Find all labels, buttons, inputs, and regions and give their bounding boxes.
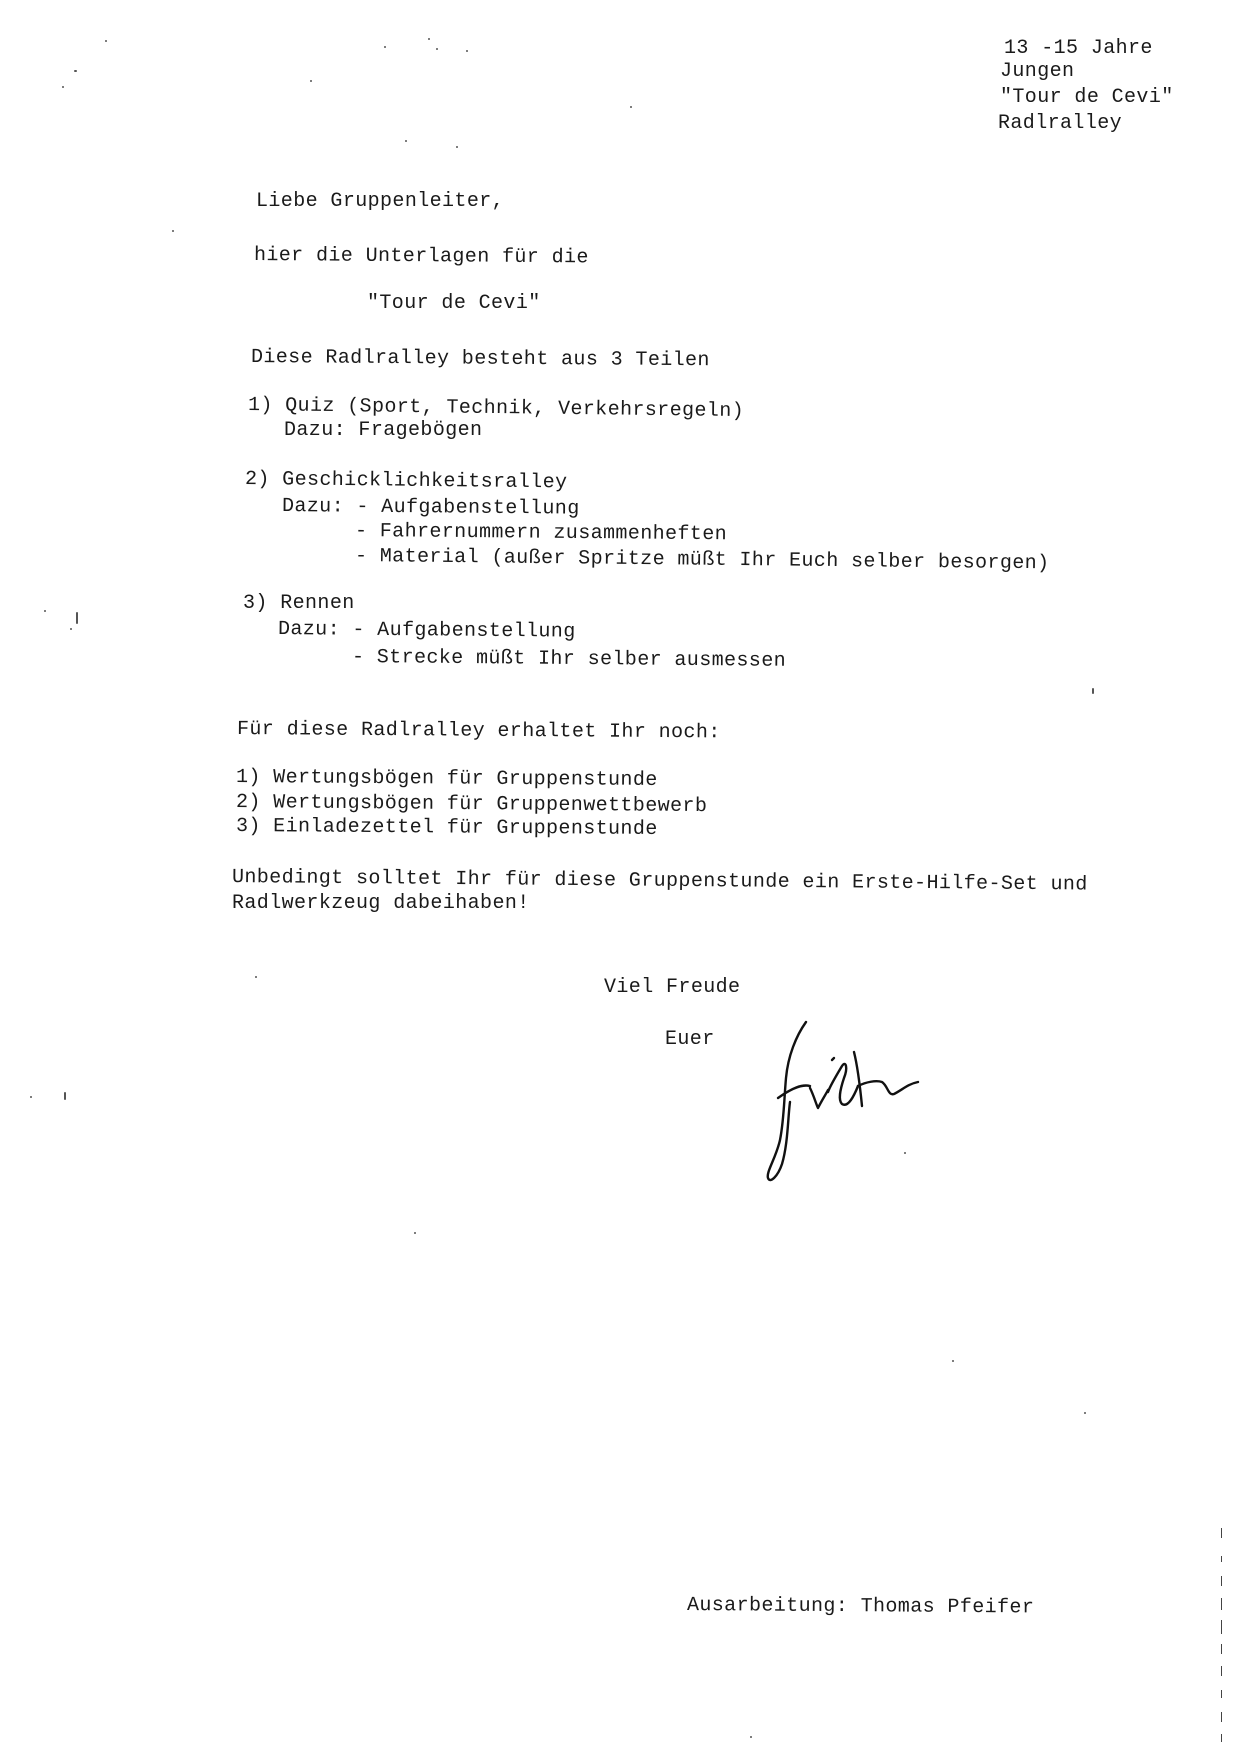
scan-speck xyxy=(76,612,78,624)
part1-detail: Dazu: Fragebögen xyxy=(284,419,483,442)
scan-speck xyxy=(428,38,430,40)
scan-edge-mark xyxy=(1221,1528,1222,1538)
scan-speck xyxy=(952,1360,954,1362)
scan-speck xyxy=(414,1232,416,1234)
scan-speck xyxy=(310,80,312,82)
parts-intro: Diese Radlralley besteht aus 3 Teilen xyxy=(250,346,710,373)
scan-edge-mark xyxy=(1221,1576,1222,1586)
scan-speck xyxy=(1084,1412,1086,1414)
scan-speck xyxy=(172,230,174,232)
receive-item-1: 1) Wertungsbögen für Gruppenstunde xyxy=(235,766,658,792)
part2-detail-2: - Fahrernummern zusammenheften xyxy=(354,520,728,547)
scan-speck xyxy=(384,46,386,48)
scan-speck xyxy=(70,628,72,630)
header-line-age: 13 -15 Jahre xyxy=(1004,37,1153,60)
closing-viel-freude: Viel Freude xyxy=(604,976,741,999)
part2-heading: 2) Geschicklichkeitsralley xyxy=(244,468,568,495)
scan-speck xyxy=(405,140,407,142)
scan-edge-mark xyxy=(1221,1666,1222,1676)
scan-edge-mark xyxy=(1221,1712,1222,1722)
part3-heading: 3) Rennen xyxy=(243,592,355,615)
scan-speck xyxy=(466,50,468,52)
scan-speck xyxy=(62,86,64,88)
scan-edge-mark xyxy=(1221,1598,1222,1610)
scan-speck xyxy=(64,1092,66,1100)
tour-title: "Tour de Cevi" xyxy=(367,292,541,315)
scan-edge-mark xyxy=(1221,1556,1222,1562)
scan-speck xyxy=(74,70,77,72)
part3-detail-1: Dazu: - Aufgabenstellung xyxy=(277,618,576,644)
receive-item-2: 2) Wertungsbögen für Gruppenwettbewerb xyxy=(235,791,708,819)
scan-edge-mark xyxy=(1221,1690,1222,1698)
part3-detail-2: - Strecke müßt Ihr selber ausmessen xyxy=(351,646,787,673)
scan-speck xyxy=(436,48,438,50)
scan-speck xyxy=(105,40,107,42)
closing-euer: Euer xyxy=(665,1028,715,1051)
receive-item-3: 3) Einladezettel für Gruppenstunde xyxy=(235,815,658,841)
note-line-1: Unbedingt solltet Ihr für diese Gruppenstunde ein Erste-Hilfe-Set und xyxy=(231,866,1088,897)
scan-speck xyxy=(1092,688,1094,694)
scan-speck xyxy=(30,1096,32,1098)
scan-edge-mark xyxy=(1221,1620,1222,1634)
handwritten-signature xyxy=(758,1016,928,1188)
scan-speck xyxy=(44,610,46,612)
scan-speck xyxy=(750,1736,752,1738)
scan-edge-mark xyxy=(1221,1644,1222,1654)
header-line-group: Jungen xyxy=(1000,60,1075,83)
intro-line: hier die Unterlagen für die xyxy=(253,244,589,270)
note-line-2: Radlwerkzeug dabeihaben! xyxy=(232,892,530,915)
header-line-title: "Tour de Cevi" xyxy=(1000,86,1174,109)
greeting: Liebe Gruppenleiter, xyxy=(256,190,505,213)
part1-heading: 1) Quiz (Sport, Technik, Verkehrsregeln) xyxy=(247,394,745,424)
receive-intro: Für diese Radlralley erhaltet Ihr noch: xyxy=(236,718,721,745)
part2-detail-1: Dazu: - Aufgabenstellung xyxy=(281,495,580,521)
footer-credit: Ausarbeitung: Thomas Pfeifer xyxy=(686,1594,1035,1620)
scan-speck xyxy=(904,1152,906,1154)
scan-speck xyxy=(255,976,257,978)
scan-edge-mark xyxy=(1221,1734,1222,1742)
header-line-type: Radlralley xyxy=(998,112,1123,135)
scan-speck xyxy=(630,106,632,108)
scan-speck xyxy=(456,146,458,148)
part2-detail-3: - Material (außer Spritze müßt Ihr Euch selber besorgen) xyxy=(354,545,1050,576)
